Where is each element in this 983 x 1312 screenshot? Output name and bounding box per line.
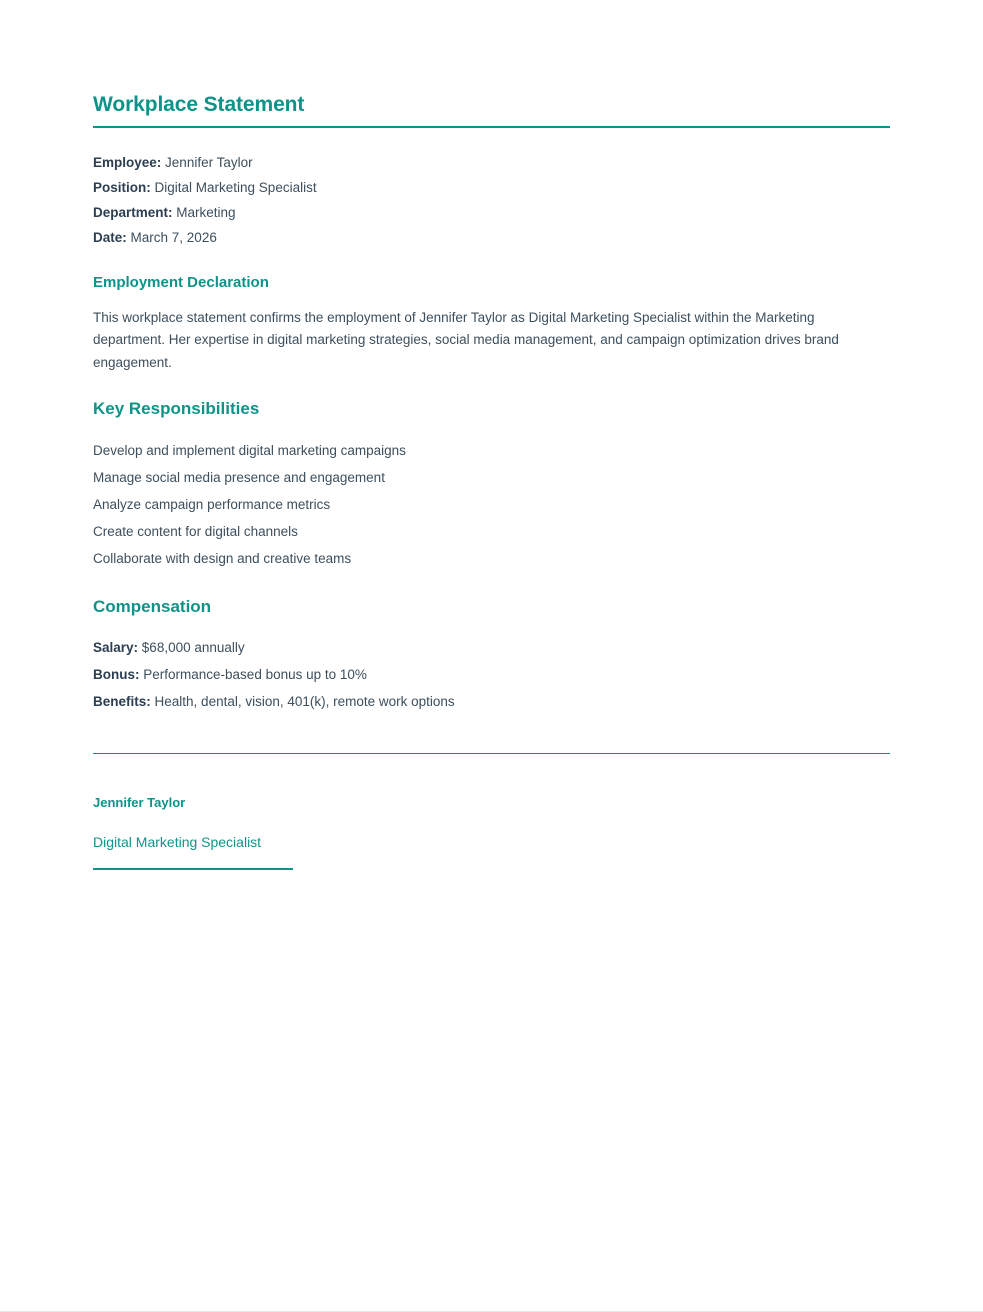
compensation-label-salary: Salary:: [93, 639, 139, 655]
meta-label-employee: Employee:: [93, 155, 162, 171]
compensation-label-benefits: Benefits:: [93, 693, 151, 709]
meta-label-date: Date:: [93, 230, 127, 246]
signature-name: Jennifer Taylor: [93, 794, 186, 810]
list-item: Develop and implement digital marketing campaigns: [93, 442, 406, 458]
meta-value-date: March 7, 2026: [130, 230, 217, 246]
list-item: Analyze campaign performance metrics: [93, 496, 331, 512]
section-heading-employment-declaration: Employment Declaration: [93, 274, 269, 292]
signature-block: [93, 795, 890, 870]
title-divider: [93, 126, 890, 128]
compensation-value-salary: $68,000 annually: [141, 639, 245, 655]
signature-role: Digital Marketing Specialist: [93, 833, 262, 850]
responsibilities-list: [93, 437, 890, 572]
section-heading-compensation: Compensation: [93, 596, 212, 616]
meta-value-department: Marketing: [176, 205, 236, 221]
declaration-paragraph: This workplace statement confirms the employment of Jennifer Taylor as Digital Marketing Specialist within the Marketing department. Her expertise in digital marketing strategies, social media management, and campaign optimization drives brand engagement.: [93, 309, 839, 370]
list-item: Manage social media presence and engagement: [93, 469, 385, 485]
section-key-responsibilities: [93, 398, 890, 571]
compensation-value-benefits: Health, dental, vision, 401(k), remote work options: [154, 693, 455, 709]
compensation-row-benefits: [93, 688, 890, 715]
compensation-label-bonus: Bonus:: [93, 666, 140, 682]
signature-line: [93, 868, 293, 870]
meta-row-employee: [93, 150, 890, 175]
compensation-row-salary: [93, 634, 890, 661]
list-item: Create content for digital channels: [93, 523, 298, 539]
signature-section-divider: [93, 753, 890, 754]
section-compensation: [93, 596, 890, 715]
meta-row-date: [93, 225, 890, 250]
meta-row-department: [93, 200, 890, 225]
meta-row-position: [93, 175, 890, 200]
meta-value-position: Digital Marketing Specialist: [154, 180, 317, 196]
meta-value-employee: Jennifer Taylor: [165, 155, 253, 171]
document-content: [93, 92, 890, 870]
page-title: Workplace Statement: [93, 93, 305, 116]
section-employment-declaration: [93, 274, 890, 374]
employee-meta-block: [93, 150, 890, 250]
meta-label-position: Position:: [93, 180, 151, 196]
compensation-row-bonus: [93, 661, 890, 688]
list-item: Collaborate with design and creative teams: [93, 550, 352, 566]
compensation-value-bonus: Performance-based bonus up to 10%: [143, 666, 367, 682]
section-heading-key-responsibilities: Key Responsibilities: [93, 399, 260, 419]
meta-label-department: Department:: [93, 205, 173, 221]
